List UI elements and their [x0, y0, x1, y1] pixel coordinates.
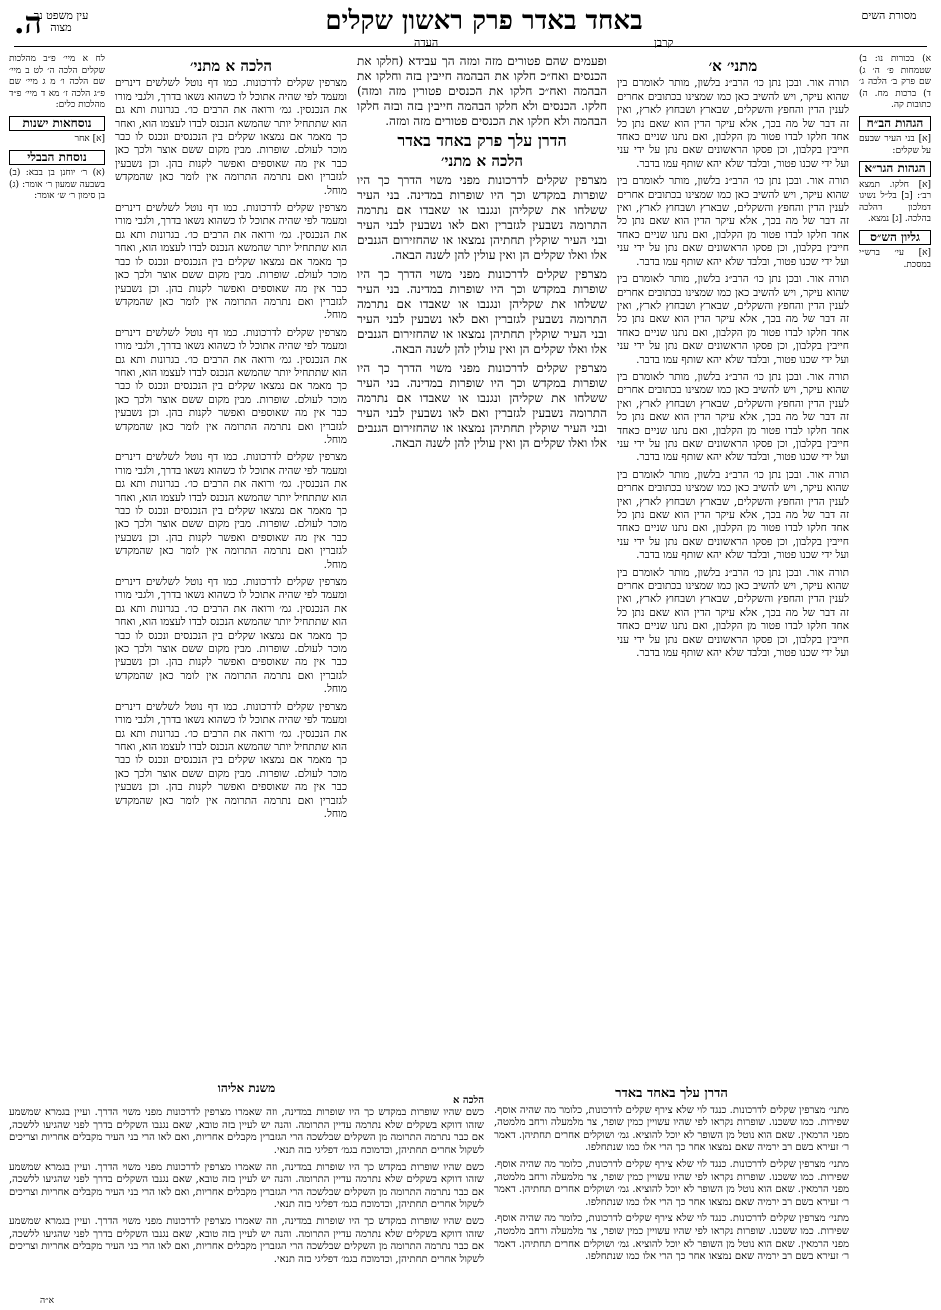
hadran-title: הדרן עלך פרק באחד באדר — [397, 131, 567, 150]
korban-haeda-text-3: תורה אור. ובכן נתן כו׳ הרב״נ בלשון, מותר לאומרם בין שהוא עיקר, ויש להשיב כאן כמו שמצינו בכתובים אחרים לענין הדין והחפץ והשקלים, שבארץ ושבחוץ לארץ, ואין זה דבר של מה בכך, אלא עיקר הדין הוא שאם נתן כל אחד חלקו לבדו פטור מן הקלבון, ואם נתנו שניים כאחד חייבין בקלבון, וכן פסקו הראשונים שאם נתן על ידי עני ועל ידי שכנו פטור, ובלבד שלא יהא שותף עמו בדבר. — [617, 273, 849, 366]
pnei-moshe-text-6: מצרפין שקלים לדרכונות. כמו דף נוטל לשלשים דינרים ומעמד לפי שהיה אתוכל לו כשהוא נשאו בדרך, ולגבי מורו את הנכנסין. גמ׳ ורואה את הרבים כו׳. בגרונות ותא גם הוא שתתחיל יותר שהמשא הנכנס לבדו לעצמו הוא, ואחר כך מאמר אם נמצאו שקלים בין הנכנסים ונכנס לו כבר מוכר לעולם. שופרות. מבין מקום ששם אוצר ולכך כאן כבר אין מה שאוספים ואפשר לקנות בהן. וכן נשבעין לגזברין ואם נתרמה התרומה אין לומר כאן שהמקדש מוחל. — [115, 700, 347, 820]
haeda-label: העדה — [414, 36, 439, 49]
bottom-right-text: מתני׳ מצרפין שקלים לדרכונות. כנגד לוי שלא צירף שקלים לדרכונות, כלומר מה שהיה אוסף. שפירות. כמו ששכנו. שופרות נקראו לפי שהיו עשויין כמין שופר, צר מלמעלה ורחב מלמטה, מפני הרמאין. שאם הוא נוטל מן השופר לא יוכל להוציא. גמ׳ ושוקלים אחרים תחתיהן. דאמר ר׳ זעירא בשם רב ירמיה שאם נמצאו אחר כך הרי אלו כמו שנתחלפו. — [494, 1104, 849, 1154]
pnei-moshe-text-5: מצרפין שקלים לדרכונות. כמו דף נוטל לשלשים דינרים ומעמד לפי שהיה אתוכל לו כשהוא נשאו בדרך, ולגבי מורו את הנכנסין. גמ׳ ורואה את הרבים כו׳. בגרונות ותא גם הוא שתתחיל יותר שהמשא הנכנס לבדו לעצמו הוא, ואחר כך מאמר אם נמצאו שקלים בין הנכנסים ונכנס לו כבר מוכר לעולם. שופרות. מבין מקום ששם אוצר ולכך כאן כבר אין מה שאוספים ואפשר לקנות בהן. וכן נשבעין לגזברין ואם נתרמה התרומה אין לומר כאן שהמקדש מוחל. — [115, 576, 347, 696]
mishnat-eliyahu-text-3: כשם שהיו שופרות במקדש כך היו שופרות במדינה, וזה שאמרו מצרפין לדרכונות מפני משוי הדרך. ועיין בגמרא שמשמע שזהו דווקא בשקלים שלא נתרמה עדיין התרומה. והנה יש לעיין בזה טובא, שאם נגנבו השקלים בדרך לפני שהגיעו ללשכה, אם כבר נתרמה התרומה מן השקלים שבלשכה הרי הגזברין מקבלים אחריות, ואם לאו הרי בני העיר מקבלים אחריות וצריכים לשקול אחרים תחתיהן, וכדמוכח בגמ׳ דפליגי בזה תנאי. — [9, 1215, 484, 1265]
gilyon-title: גליון הש״ס — [859, 230, 931, 246]
bottom-hadran-title: הדרן עלך באחד באדר — [615, 1086, 728, 1101]
gra-text: [א] חלקו. תמצא רב׳: [ב] בל״ל נשיגו דמלכון דהלכה בהלכה. [ג] נמצא. — [859, 179, 931, 224]
nusach-bavli-title: נוסחת הבבלי — [9, 150, 105, 166]
left-halacha-title: הלכה א מתני׳ — [190, 57, 272, 75]
halacha-title: הלכה א מתני׳ — [441, 152, 523, 170]
gilyon-text: [א] עי׳ ברש״י במסכת. — [859, 248, 931, 270]
bottom-right-commentary — [494, 1082, 849, 1300]
masoret-header: מסורת השים — [861, 9, 917, 22]
main-text-column — [357, 54, 607, 1074]
nusach-yerushalmi-title: נוסחאות ישנות — [9, 116, 105, 132]
left-margin — [9, 54, 105, 354]
pnei-moshe-text: מצרפין שקלים לדרכונות. כמו דף נוטל לשלשים דינרים ומעמד לפי שהיה אתוכל לו כשהוא נשאו בדרך, ולגבי מורו את הנכנסין. גמ׳ ורואה את הרבים כו׳. בגרונות ותא גם הוא שתתחיל יותר שהמשא הנכנס לבדו לעצמו הוא, ואחר כך מאמר אם נמצאו שקלים בין הנכנסים ונכנס לו כבר מוכר לעולם. שופרות. מבין מקום ששם אוצר ולכך כאן כבר אין מה שאוספים ואפשר לקנות בהן. וכן נשבעין לגזברין ואם נתרמה התרומה אין לומר כאן שהמקדש מוחל. — [115, 77, 347, 197]
nusach-bavli-text: (א) ר׳ יוחנן בן בבא: (ב) בשבעה שמעון ר׳ אומר: (ג) בן סימון ר׳ ש׳ אומר: — [9, 168, 105, 201]
mishnat-eliyahu-text: כשם שהיו שופרות במקדש כך היו שופרות במדינה, וזה שאמרו מצרפין לדרכונות מפני משוי הדרך. ועיין בגמרא שמשמע שזהו דווקא בשקלים שלא נתרמה עדיין התרומה. והנה יש לעיין בזה טובא, שאם נגנבו השקלים בדרך לפני שהגיעו ללשכה, אם כבר נתרמה התרומה מן השקלים שבלשכה הרי הגזברין מקבלים אחריות, ואם לאו הרי בני העיר מקבלים אחריות וצריכים לשקול אחרים תחתיהן, וכדמוכח בגמ׳ דפליגי בזה תנאי. — [9, 1107, 484, 1156]
pnei-moshe-text-4: מצרפין שקלים לדרכונות. כמו דף נוטל לשלשים דינרים ומעמד לפי שהיה אתוכל לו כשהוא נשאו בדרך, ולגבי מורו את הנכנסין. גמ׳ ורואה את הרבים כו׳. בגרונות ותא גם הוא שתתחיל יותר שהמשא הנכנס לבדו לעצמו הוא, ואחר כך מאמר אם נמצאו שקלים בין הנכנסים ונכנס לו כבר מוכר לעולם. שופרות. מבין מקום ששם אוצר ולכך כאן כבר אין מה שאוספים ואפשר לקנות בהן. וכן נשבעין לגזברין ואם נתרמה התרומה אין לומר כאן שהמקדש מוחל. — [115, 451, 347, 571]
korban-haeda-text: תורה אור. ובכן נתן כו׳ הרב״נ בלשון, מותר לאומרם בין שהוא עיקר, ויש להשיב כאן כמו שמצינו בכתובים אחרים לענין הדין והחפץ והשקלים, שבארץ ושבחוץ לארץ, ואין זה דבר של מה בכך, אלא עיקר הדין הוא שאם נתן כל אחד חלקו לבדו פטור מן הקלבון, ואם נתנו שניים כאחד חייבין בקלבון, וכן פסקו הראשונים שאם נתן על ידי עני ועל ידי שכנו פטור, ובלבד שלא יהא שותף עמו בדבר. — [617, 77, 849, 170]
footer-mark: א״ה — [40, 1296, 54, 1306]
hagahot-title: הגהות הב״ח — [859, 116, 931, 132]
nusach-yerushalmi-text: [א] אחר — [74, 134, 105, 144]
mishna-title: מתני׳ א׳ — [708, 57, 758, 75]
page-title: באחד באדר פרק ראשון שקלים — [325, 6, 643, 36]
korban-haeda-text-6: תורה אור. ובכן נתן כו׳ הרב״נ בלשון, מותר לאומרם בין שהוא עיקר, ויש להשיב כאן כמו שמצינו בכתובים אחרים לענין הדין והחפץ והשקלים, שבארץ ושבחוץ לארץ, ואין זה דבר של מה בכך, אלא עיקר הדין הוא שאם נתן כל אחד חלקו לבדו פטור מן הקלבון, ואם נתנו שניים כאחד חייבין בקלבון, וכן פסקו הראשונים שאם נתן על ידי עני ועל ידי שכנו פטור, ובלבד שלא יהא שותף עמו בדבר. — [617, 566, 849, 660]
bottom-right-text-2: מתני׳ מצרפין שקלים לדרכונות. כנגד לוי שלא צירף שקלים לדרכונות, כלומר מה שהיה אוסף. שפירות. כמו ששכנו. שופרות נקראו לפי שהיו עשויין כמין שופר, צר מלמעלה ורחב מלמטה, מפני הרמאין. שאם הוא נוטל מן השופר לא יוכל להוציא. גמ׳ ושוקלים אחרים תחתיהן. דאמר ר׳ זעירא בשם רב ירמיה שאם נמצאו אחר כך הרי אלו כמו שנתחלפו. — [494, 1158, 849, 1208]
pnei-moshe-text-3: מצרפין שקלים לדרכונות. כמו דף נוטל לשלשים דינרים ומעמד לפי שהיה אתוכל לו כשהוא נשאו בדרך, ולגבי מורו את הנכנסין. גמ׳ ורואה את הרבים כו׳. בגרונות ותא גם הוא שתתחיל יותר שהמשא הנכנס לבדו לעצמו הוא, ואחר כך מאמר אם נמצאו שקלים בין הנכנסים ונכנס לו כבר מוכר לעולם. שופרות. מבין מקום ששם אוצר ולכך כאן כבר אין מה שאוספים ואפשר לקנות בהן. וכן נשבעין לגזברין ואם נתרמה התרומה אין לומר כאן שהמקדש מוחל. — [115, 326, 347, 446]
korban-haeda-text-4: תורה אור. ובכן נתן כו׳ הרב״נ בלשון, מותר לאומרם בין שהוא עיקר, ויש להשיב כאן כמו שמצינו בכתובים אחרים לענין הדין והחפץ והשקלים, שבארץ ושבחוץ לארץ, ואין זה דבר של מה בכך, אלא עיקר הדין הוא שאם נתן כל אחד חלקו לבדו פטור מן הקלבון, ואם נתנו שניים כאחד חייבין בקלבון, וכן פסקו הראשונים שאם נתן על ידי עני ועל ידי שכנו פטור, ובלבד שלא יהא שותף עמו בדבר. — [617, 370, 849, 464]
korban-haeda-text-5: תורה אור. ובכן נתן כו׳ הרב״נ בלשון, מותר לאומרם בין שהוא עיקר, ויש להשיב כאן כמו שמצינו בכתובים אחרים לענין הדין והחפץ והשקלים, שבארץ ושבחוץ לארץ, ואין זה דבר של מה בכך, אלא עיקר הדין הוא שאם נתן כל אחד חלקו לבדו פטור מן הקלבון, ואם נתנו שניים כאחד חייבין בקלבון, וכן פסקו הראשונים שאם נתן על ידי עני ועל ידי שכנו פטור, ובלבד שלא יהא שותף עמו בדבר. — [617, 468, 849, 562]
ein-mishpat-text: לח א מיי׳ פ״ב מהלכות שקלים הלכה ה׳ לט ב מיי׳ שם הלכה ו׳ מ ג מיי׳ שם פ״ג הלכה ז׳ מא ד מיי׳ פ״ד מהלכות כלים: — [9, 54, 105, 110]
mishnat-eliyahu-title: משנת אליהו — [217, 1082, 276, 1095]
pnei-moshe-text-2: מצרפין שקלים לדרכונות. כמו דף נוטל לשלשים דינרים ומעמד לפי שהיה אתוכל לו כשהוא נשאו בדרך, ולגבי מורו את הנכנסין. גמ׳ ורואה את הרבים כו׳. בגרונות ותא גם הוא שתתחיל יותר שהמשא הנכנס לבדו לעצמו הוא, ואחר כך מאמר אם נמצאו שקלים בין הנכנסים ונכנס לו כבר מוכר לעולם. שופרות. מבין מקום ששם אוצר ולכך כאן כבר אין מה שאוספים ואפשר לקנות בהן. וכן נשבעין לגזברין ואם נתרמה התרומה אין לומר כאן שהמקדש מוחל. — [115, 202, 347, 322]
main-intro: ופעמים שהם פטורים מזה ומזה הך עבידא (חלקו את הכנסים ואח״כ חלקו את הבהמה חייבין בזה וחלקו את הבהמה ואח״כ חלקו את הכנסים פטורין מזה ומזה) חלקו. הכנסים ולא חלקו הבהמה חייבין בזה ובזה חלקו הבהמה ולא חלקו את הכנסים פטורים מזה ומזה. — [357, 54, 607, 128]
gra-title: הגהות הגר״א — [859, 161, 931, 177]
masoret-notes: א) בכורות נו: ב) שטמחות פ׳ ה׳ ג) שם פרק ב׳ הלכה ג׳ ד) ברכות מח. ה) כתובות קה. — [859, 54, 931, 110]
bottom-left-commentary — [9, 1082, 484, 1300]
bottom-right-text-3: מתני׳ מצרפין שקלים לדרכונות. כנגד לוי שלא צירף שקלים לדרכונות, כלומר מה שהיה אוסף. שפירות. כמו ששכנו. שופרות נקראו לפי שהיו עשויין כמין שופר, צר מלמעלה ורחב מלמטה, מפני הרמאין. שאם הוא נוטל מן השופר לא יוכל להוציא. גמ׳ ושוקלים אחרים תחתיהן. דאמר ר׳ זעירא בשם רב ירמיה שאם נמצאו אחר כך הרי אלו כמו שנתחלפו. — [494, 1213, 849, 1263]
main-mishna-2: מצרפין שקלים לדרכונות מפני משוי הדרך כך היו שופרות במקדש וכך היו שופרות במדינה. בני העיר ששלחו את שקליהן ונגנבו או שאבדו אם נתרמה התרומה נשבעין לגזברין ואם לאו נשבעין לבני העיר ובני העיר שוקלין תחתיהן נמצאו או שהחזירום הגנבים אלו ואלו שקלים הן ואין עולין להן לשנה הבאה. — [357, 267, 607, 356]
right-margin — [859, 54, 931, 674]
korban-haeda-column — [617, 54, 849, 1074]
page-number: ה. — [14, 6, 42, 41]
mishnat-eliyahu-text-2: כשם שהיו שופרות במקדש כך היו שופרות במדינה, וזה שאמרו מצרפין לדרכונות מפני משוי הדרך. ועיין בגמרא שמשמע שזהו דווקא בשקלים שלא נתרמה עדיין התרומה. והנה יש לעיין בזה טובא, שאם נגנבו השקלים בדרך לפני שהגיעו ללשכה, אם כבר נתרמה התרומה מן השקלים שבלשכה הרי הגזברין מקבלים אחריות, ואם לאו הרי בני העיר מקבלים אחריות וצריכים לשקול אחרים תחתיהן, וכדמוכח בגמ׳ דפליגי בזה תנאי. — [9, 1161, 484, 1211]
pnei-moshe-column — [115, 54, 347, 1074]
ein-mishpat-header: עין משפט נר מצוה — [33, 9, 89, 34]
main-mishna: מצרפין שקלים לדרכונות מפני משוי הדרך כך היו שופרות במקדש וכך היו שופרות במדינה. בני העיר ששלחו את שקליהן ונגנבו או שאבדו אם נתרמה התרומה נשבעין לגזברין ואם לאו נשבעין לבני העיר ובני העיר שוקלין תחתיהן נמצאו או שהחזירום הגנבים אלו ואלו שקלים הן ואין עולין להן לשנה הבאה. — [357, 173, 607, 262]
korban-haeda-text-2: תורה אור. ובכן נתן כו׳ הרב״נ בלשון, מותר לאומרם בין שהוא עיקר, ויש להשיב כאן כמו שמצינו בכתובים אחרים לענין הדין והחפץ והשקלים, שבארץ ושבחוץ לארץ, ואין זה דבר של מה בכך, אלא עיקר הדין הוא שאם נתן כל אחד חלקו לבדו פטור מן הקלבון, ואם נתנו שניים כאחד חייבין בקלבון, וכן פסקו הראשונים שאם נתן על ידי עני ועל ידי שכנו פטור, ובלבד שלא יהא שותף עמו בדבר. — [617, 175, 849, 268]
hagahot-text: [א] בני העיר שבעם על שקלים: — [859, 134, 931, 156]
page-header — [14, 6, 927, 47]
main-mishna-3: מצרפין שקלים לדרכונות מפני משוי הדרך כך היו שופרות במקדש וכך היו שופרות במדינה. בני העיר ששלחו את שקליהן ונגנבו או שאבדו אם נתרמה התרומה נשבעין לגזברין ואם לאו נשבעין לבני העיר ובני העיר שוקלין תחתיהן נמצאו או שהחזירום הגנבים אלו ואלו שקלים הן ואין עולין להן לשנה הבאה. — [357, 361, 607, 450]
mishnat-eliyahu-halacha: הלכה א — [453, 1094, 484, 1106]
korban-label: קרבן — [654, 36, 674, 49]
